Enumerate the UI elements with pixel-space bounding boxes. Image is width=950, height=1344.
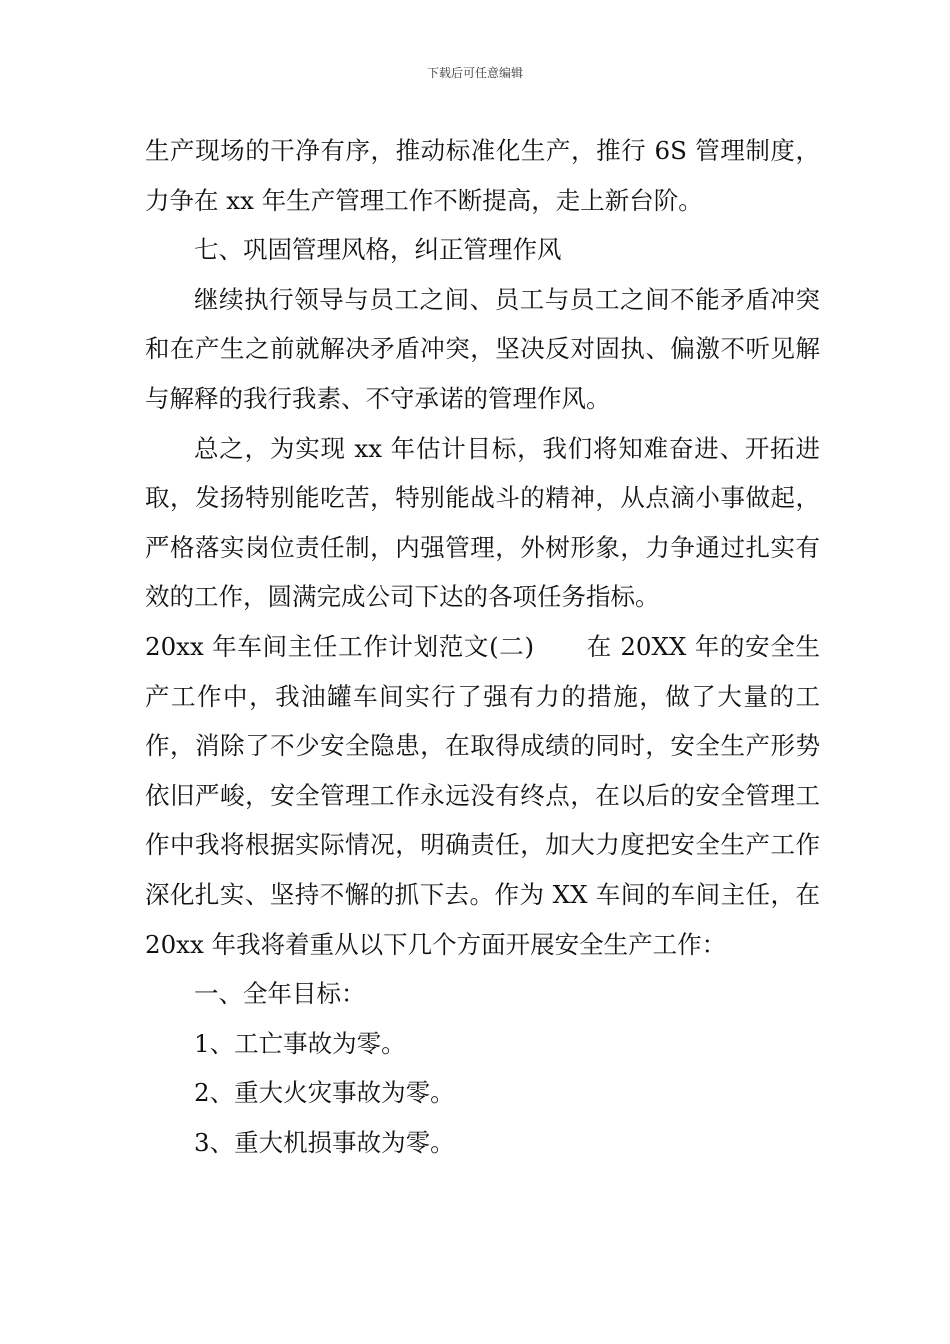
paragraph-continuation: 生产现场的干净有序，推动标准化生产，推行 6S 管理制度，力争在 xx 年生产管理工作不断提高，走上新台阶。 (145, 136, 820, 215)
goal-item-2: 2、重大火灾事故为零。 (194, 1078, 455, 1108)
paragraph-plan-two (145, 622, 820, 969)
paragraph-management-style: 继续执行领导与员工之间、员工与员工之间不能矛盾冲突和在产生之前就解决矛盾冲突，坚决反对固执、偏激不听见解与解释的我行我素、不守承诺的管理作风。 (145, 284, 820, 413)
section-heading-one: 一、全年目标： (194, 979, 366, 1009)
document-body (145, 126, 820, 1167)
section-heading-seven: 七、巩固管理风格，纠正管理作风 (194, 235, 562, 265)
goal-item-3: 3、重大机损事故为零。 (194, 1127, 455, 1157)
paragraph-summary: 总之，为实现 xx 年估计目标，我们将知难奋进、开拓进取，发扬特别能吃苦，特别能战斗的精神，从点滴小事做起，严格落实岗位责任制，内强管理，外树形象，力争通过扎实有效的工作，圆满完成公司下达的各项任务指标。 (145, 433, 820, 612)
plan-body: 在 20XX 年的安全生产工作中，我油罐车间实行了强有力的措施，做了大量的工作，消除了不少安全隐患，在取得成绩的同时，安全生产形势依旧严峻，安全管理工作永远没有终点，在以后的安全管理工作中我将根据实际情况，明确责任，加大力度把安全生产工作深化扎实、坚持不懈的抓下去。作为 XX 车间的车间主任，在 20xx 年我将着重从以下几个方面开展安全生产工作： (145, 631, 820, 959)
goal-item-1: 1、工亡事故为零。 (194, 1028, 406, 1058)
page-header: 下载后可任意编辑 (426, 66, 523, 80)
plan-title: 20xx 年车间主任工作计划范文(二) (145, 631, 535, 661)
